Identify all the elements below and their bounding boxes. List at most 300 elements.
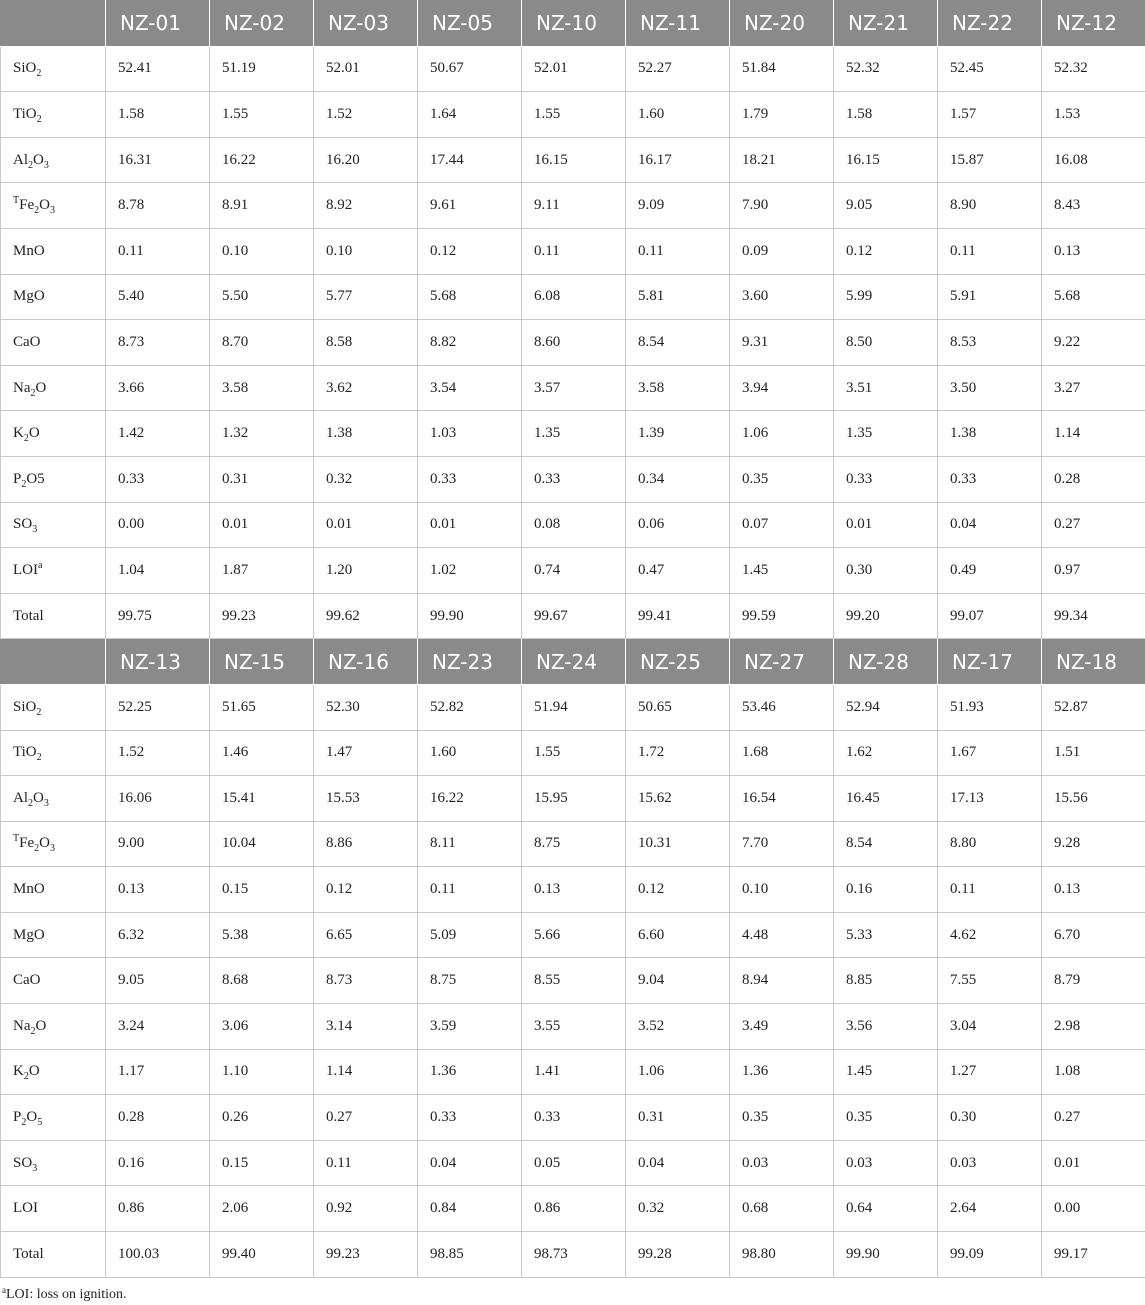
label-text: TiO <box>13 744 37 761</box>
value-cell: 1.60 <box>418 730 522 776</box>
subscript: 2 <box>30 1025 36 1037</box>
sample-header: NZ-24 <box>522 639 626 685</box>
value-cell: 0.07 <box>730 502 834 548</box>
value-cell: 15.87 <box>938 137 1042 183</box>
sample-header: NZ-02 <box>210 1 314 47</box>
value-cell: 15.41 <box>210 776 314 822</box>
value-cell: 0.33 <box>938 456 1042 502</box>
label-text: CaO <box>13 333 41 350</box>
table-row <box>1 411 1145 457</box>
value-cell: 0.97 <box>1042 548 1145 594</box>
value-cell: 0.16 <box>106 1140 210 1186</box>
subscript: 2 <box>34 843 40 855</box>
value-cell: 1.53 <box>1042 92 1145 138</box>
value-cell: 9.05 <box>834 183 938 229</box>
value-cell: 52.27 <box>626 46 730 92</box>
value-cell: 99.90 <box>834 1232 938 1278</box>
row-label <box>1 183 106 229</box>
value-cell: 8.68 <box>210 958 314 1004</box>
value-cell: 8.11 <box>418 821 522 867</box>
subscript: 5 <box>37 1117 43 1129</box>
value-cell: 1.36 <box>418 1049 522 1095</box>
value-cell: 6.32 <box>106 912 210 958</box>
subscript: 3 <box>32 1162 38 1174</box>
value-cell: 1.14 <box>314 1049 418 1095</box>
value-cell: 1.55 <box>522 92 626 138</box>
table-row <box>1 46 1145 92</box>
table-row <box>1 183 1145 229</box>
value-cell: 9.22 <box>1042 320 1145 366</box>
value-cell: 8.92 <box>314 183 418 229</box>
value-cell: 0.92 <box>314 1186 418 1232</box>
value-cell: 99.09 <box>938 1232 1042 1278</box>
value-cell: 1.17 <box>106 1049 210 1095</box>
value-cell: 0.01 <box>210 502 314 548</box>
value-cell: 8.55 <box>522 958 626 1004</box>
label-text: Total <box>13 1245 44 1262</box>
value-cell: 0.00 <box>1042 1186 1145 1232</box>
value-cell: 99.23 <box>210 593 314 639</box>
subscript: 2 <box>34 205 40 217</box>
sample-header: NZ-18 <box>1042 639 1145 685</box>
value-cell: 5.68 <box>1042 274 1145 320</box>
value-cell: 16.15 <box>834 137 938 183</box>
value-cell: 1.67 <box>938 730 1042 776</box>
row-label <box>1 411 106 457</box>
label-text: O <box>35 1017 47 1034</box>
value-cell: 5.91 <box>938 274 1042 320</box>
value-cell: 0.04 <box>938 502 1042 548</box>
value-cell: 1.36 <box>730 1049 834 1095</box>
value-cell: 0.31 <box>210 456 314 502</box>
table-row <box>1 958 1145 1004</box>
value-cell: 0.12 <box>626 867 730 913</box>
value-cell: 15.95 <box>522 776 626 822</box>
value-cell: 16.45 <box>834 776 938 822</box>
value-cell: 0.35 <box>730 1095 834 1141</box>
value-cell: 0.01 <box>418 502 522 548</box>
value-cell: 52.32 <box>1042 46 1145 92</box>
sample-header: NZ-20 <box>730 1 834 47</box>
table-row <box>1 137 1145 183</box>
value-cell: 0.09 <box>730 228 834 274</box>
value-cell: 0.34 <box>626 456 730 502</box>
value-cell: 0.06 <box>626 502 730 548</box>
superscript: T <box>13 195 20 207</box>
value-cell: 0.13 <box>522 867 626 913</box>
table-row <box>1 456 1145 502</box>
value-cell: 0.11 <box>314 1140 418 1186</box>
value-cell: 9.05 <box>106 958 210 1004</box>
value-cell: 52.30 <box>314 684 418 730</box>
row-label <box>1 593 106 639</box>
label-text: O5 <box>26 470 45 487</box>
value-cell: 52.45 <box>938 46 1042 92</box>
header-corner-cell <box>1 639 106 685</box>
value-cell: 8.50 <box>834 320 938 366</box>
value-cell: 50.67 <box>418 46 522 92</box>
table-row <box>1 365 1145 411</box>
value-cell: 3.49 <box>730 1004 834 1050</box>
value-cell: 8.82 <box>418 320 522 366</box>
value-cell: 9.31 <box>730 320 834 366</box>
subscript: 2 <box>30 387 36 399</box>
value-cell: 3.60 <box>730 274 834 320</box>
value-cell: 1.72 <box>626 730 730 776</box>
value-cell: 1.14 <box>1042 411 1145 457</box>
value-cell: 9.11 <box>522 183 626 229</box>
value-cell: 2.06 <box>210 1186 314 1232</box>
row-label <box>1 365 106 411</box>
value-cell: 1.79 <box>730 92 834 138</box>
value-cell: 3.58 <box>210 365 314 411</box>
value-cell: 98.73 <box>522 1232 626 1278</box>
label-text: O <box>26 1109 38 1126</box>
value-cell: 99.28 <box>626 1232 730 1278</box>
label-text: O <box>33 789 44 806</box>
value-cell: 1.32 <box>210 411 314 457</box>
value-cell: 17.44 <box>418 137 522 183</box>
value-cell: 1.64 <box>418 92 522 138</box>
label-text: MgO <box>13 926 45 943</box>
value-cell: 8.78 <box>106 183 210 229</box>
value-cell: 0.33 <box>522 1095 626 1141</box>
value-cell: 0.01 <box>314 502 418 548</box>
value-cell: 53.46 <box>730 684 834 730</box>
label-text: MnO <box>13 242 45 259</box>
value-cell: 0.10 <box>730 867 834 913</box>
value-cell: 16.22 <box>418 776 522 822</box>
table-row <box>1 684 1145 730</box>
value-cell: 4.62 <box>938 912 1042 958</box>
row-label <box>1 776 106 822</box>
label-text: MnO <box>13 881 45 898</box>
label-text: Fe <box>19 197 35 214</box>
value-cell: 8.70 <box>210 320 314 366</box>
value-cell: 0.15 <box>210 1140 314 1186</box>
value-cell: 8.86 <box>314 821 418 867</box>
row-label <box>1 274 106 320</box>
subscript: 3 <box>49 205 55 217</box>
value-cell: 50.65 <box>626 684 730 730</box>
label-text: LOI <box>13 1200 38 1217</box>
value-cell: 5.40 <box>106 274 210 320</box>
value-cell: 0.64 <box>834 1186 938 1232</box>
value-cell: 1.47 <box>314 730 418 776</box>
value-cell: 8.79 <box>1042 958 1145 1004</box>
value-cell: 16.22 <box>210 137 314 183</box>
value-cell: 1.08 <box>1042 1049 1145 1095</box>
sample-header: NZ-13 <box>106 639 210 685</box>
label-text: Al <box>13 789 28 806</box>
value-cell: 9.09 <box>626 183 730 229</box>
sample-header: NZ-01 <box>106 1 210 47</box>
value-cell: 2.98 <box>1042 1004 1145 1050</box>
value-cell: 9.61 <box>418 183 522 229</box>
value-cell: 7.90 <box>730 183 834 229</box>
value-cell: 3.24 <box>106 1004 210 1050</box>
value-cell: 0.10 <box>314 228 418 274</box>
value-cell: 0.86 <box>106 1186 210 1232</box>
sample-header: NZ-16 <box>314 639 418 685</box>
label-text: O <box>39 835 50 852</box>
value-cell: 9.28 <box>1042 821 1145 867</box>
value-cell: 0.05 <box>522 1140 626 1186</box>
label-text: SO <box>13 1154 33 1171</box>
row-label <box>1 730 106 776</box>
sample-header: NZ-25 <box>626 639 730 685</box>
value-cell: 5.33 <box>834 912 938 958</box>
value-cell: 1.06 <box>730 411 834 457</box>
label-text: CaO <box>13 972 41 989</box>
table-row <box>1 1140 1145 1186</box>
value-cell: 5.50 <box>210 274 314 320</box>
value-cell: 0.35 <box>730 456 834 502</box>
value-cell: 3.51 <box>834 365 938 411</box>
value-cell: 8.75 <box>418 958 522 1004</box>
label-text: Na <box>13 1017 31 1034</box>
value-cell: 3.54 <box>418 365 522 411</box>
header-corner-cell <box>1 1 106 47</box>
value-cell: 3.66 <box>106 365 210 411</box>
label-text: Na <box>13 379 31 396</box>
value-cell: 16.17 <box>626 137 730 183</box>
row-label <box>1 821 106 867</box>
value-cell: 0.01 <box>834 502 938 548</box>
value-cell: 3.14 <box>314 1004 418 1050</box>
value-cell: 1.87 <box>210 548 314 594</box>
row-label <box>1 1232 106 1278</box>
row-label <box>1 502 106 548</box>
subscript: 2 <box>36 752 42 764</box>
value-cell: 52.41 <box>106 46 210 92</box>
row-label <box>1 548 106 594</box>
label-text: LOI: loss on ignition. <box>6 1287 127 1302</box>
subscript: 2 <box>28 159 33 171</box>
value-cell: 3.52 <box>626 1004 730 1050</box>
value-cell: 1.62 <box>834 730 938 776</box>
value-cell: 10.04 <box>210 821 314 867</box>
superscript: a <box>38 559 43 571</box>
table-row <box>1 776 1145 822</box>
sample-header: NZ-12 <box>1042 1 1145 47</box>
value-cell: 8.60 <box>522 320 626 366</box>
value-cell: 0.30 <box>938 1095 1042 1141</box>
value-cell: 0.28 <box>106 1095 210 1141</box>
value-cell: 0.84 <box>418 1186 522 1232</box>
value-cell: 16.08 <box>1042 137 1145 183</box>
value-cell: 8.75 <box>522 821 626 867</box>
value-cell: 9.04 <box>626 958 730 1004</box>
value-cell: 1.51 <box>1042 730 1145 776</box>
label-text: K <box>13 425 24 442</box>
value-cell: 1.57 <box>938 92 1042 138</box>
table-row <box>1 320 1145 366</box>
row-label <box>1 1004 106 1050</box>
value-cell: 3.56 <box>834 1004 938 1050</box>
label-text: Total <box>13 607 44 624</box>
value-cell: 7.70 <box>730 821 834 867</box>
value-cell: 1.06 <box>626 1049 730 1095</box>
value-cell: 0.28 <box>1042 456 1145 502</box>
label-text: P <box>13 1109 22 1126</box>
value-cell: 99.40 <box>210 1232 314 1278</box>
value-cell: 52.82 <box>418 684 522 730</box>
value-cell: 6.70 <box>1042 912 1145 958</box>
value-cell: 52.32 <box>834 46 938 92</box>
sample-header: NZ-05 <box>418 1 522 47</box>
header-row <box>1 639 1145 685</box>
label-text: Fe <box>19 835 35 852</box>
value-cell: 99.34 <box>1042 593 1145 639</box>
value-cell: 6.65 <box>314 912 418 958</box>
value-cell: 5.38 <box>210 912 314 958</box>
value-cell: 1.45 <box>834 1049 938 1095</box>
subscript: 3 <box>43 159 49 171</box>
value-cell: 99.90 <box>418 593 522 639</box>
value-cell: 8.43 <box>1042 183 1145 229</box>
value-cell: 6.08 <box>522 274 626 320</box>
table-row <box>1 1004 1145 1050</box>
value-cell: 0.27 <box>1042 502 1145 548</box>
label-text: TiO <box>13 105 37 122</box>
value-cell: 8.80 <box>938 821 1042 867</box>
value-cell: 99.59 <box>730 593 834 639</box>
table-row <box>1 821 1145 867</box>
value-cell: 0.04 <box>418 1140 522 1186</box>
row-label <box>1 867 106 913</box>
table-row <box>1 912 1145 958</box>
value-cell: 3.06 <box>210 1004 314 1050</box>
subscript: 2 <box>21 1117 27 1129</box>
subscript: 2 <box>36 706 42 718</box>
value-cell: 0.15 <box>210 867 314 913</box>
value-cell: 16.15 <box>522 137 626 183</box>
row-label <box>1 1186 106 1232</box>
sample-header: NZ-17 <box>938 639 1042 685</box>
value-cell: 5.81 <box>626 274 730 320</box>
sample-header: NZ-11 <box>626 1 730 47</box>
label-text: O <box>33 151 44 168</box>
value-cell: 0.74 <box>522 548 626 594</box>
value-cell: 99.07 <box>938 593 1042 639</box>
row-label <box>1 1095 106 1141</box>
subscript: 2 <box>36 68 42 80</box>
value-cell: 1.35 <box>522 411 626 457</box>
table-body <box>1 1 1145 1278</box>
sample-header: NZ-10 <box>522 1 626 47</box>
value-cell: 1.52 <box>314 92 418 138</box>
value-cell: 0.49 <box>938 548 1042 594</box>
value-cell: 1.02 <box>418 548 522 594</box>
value-cell: 8.94 <box>730 958 834 1004</box>
table-row <box>1 548 1145 594</box>
subscript: 3 <box>49 843 55 855</box>
value-cell: 8.91 <box>210 183 314 229</box>
row-label <box>1 958 106 1004</box>
value-cell: 51.93 <box>938 684 1042 730</box>
label-text: K <box>13 1063 24 1080</box>
value-cell: 100.03 <box>106 1232 210 1278</box>
row-label <box>1 320 106 366</box>
value-cell: 16.20 <box>314 137 418 183</box>
table-row <box>1 1095 1145 1141</box>
value-cell: 16.31 <box>106 137 210 183</box>
sample-header: NZ-03 <box>314 1 418 47</box>
value-cell: 5.66 <box>522 912 626 958</box>
table-row <box>1 867 1145 913</box>
subscript: 2 <box>21 478 27 490</box>
table-row <box>1 1232 1145 1278</box>
value-cell: 0.35 <box>834 1095 938 1141</box>
value-cell: 1.45 <box>730 548 834 594</box>
value-cell: 1.35 <box>834 411 938 457</box>
value-cell: 1.03 <box>418 411 522 457</box>
value-cell: 1.42 <box>106 411 210 457</box>
value-cell: 8.53 <box>938 320 1042 366</box>
value-cell: 1.60 <box>626 92 730 138</box>
footnote <box>2 1287 127 1303</box>
value-cell: 1.20 <box>314 548 418 594</box>
value-cell: 15.53 <box>314 776 418 822</box>
table-row <box>1 1049 1145 1095</box>
value-cell: 1.55 <box>210 92 314 138</box>
row-label <box>1 1140 106 1186</box>
value-cell: 52.01 <box>522 46 626 92</box>
value-cell: 4.48 <box>730 912 834 958</box>
value-cell: 15.62 <box>626 776 730 822</box>
value-cell: 0.08 <box>522 502 626 548</box>
table-row <box>1 228 1145 274</box>
value-cell: 51.19 <box>210 46 314 92</box>
value-cell: 10.31 <box>626 821 730 867</box>
value-cell: 16.06 <box>106 776 210 822</box>
subscript: 2 <box>28 797 33 809</box>
value-cell: 3.50 <box>938 365 1042 411</box>
table-row <box>1 593 1145 639</box>
value-cell: 98.85 <box>418 1232 522 1278</box>
row-label <box>1 1049 106 1095</box>
value-cell: 0.32 <box>626 1186 730 1232</box>
value-cell: 0.27 <box>314 1095 418 1141</box>
value-cell: 0.04 <box>626 1140 730 1186</box>
value-cell: 18.21 <box>730 137 834 183</box>
value-cell: 51.65 <box>210 684 314 730</box>
value-cell: 51.84 <box>730 46 834 92</box>
subscript: 3 <box>43 797 49 809</box>
subscript: 3 <box>32 524 38 536</box>
value-cell: 3.62 <box>314 365 418 411</box>
value-cell: 8.73 <box>106 320 210 366</box>
value-cell: 0.68 <box>730 1186 834 1232</box>
table-row <box>1 1186 1145 1232</box>
value-cell: 0.12 <box>418 228 522 274</box>
sample-header: NZ-15 <box>210 639 314 685</box>
value-cell: 0.11 <box>938 867 1042 913</box>
label-text: Al <box>13 151 28 168</box>
value-cell: 99.20 <box>834 593 938 639</box>
value-cell: 3.55 <box>522 1004 626 1050</box>
superscript: T <box>13 833 20 845</box>
row-label <box>1 46 106 92</box>
value-cell: 16.54 <box>730 776 834 822</box>
value-cell: 8.58 <box>314 320 418 366</box>
value-cell: 0.11 <box>938 228 1042 274</box>
value-cell: 1.27 <box>938 1049 1042 1095</box>
row-label <box>1 912 106 958</box>
value-cell: 1.46 <box>210 730 314 776</box>
value-cell: 0.47 <box>626 548 730 594</box>
